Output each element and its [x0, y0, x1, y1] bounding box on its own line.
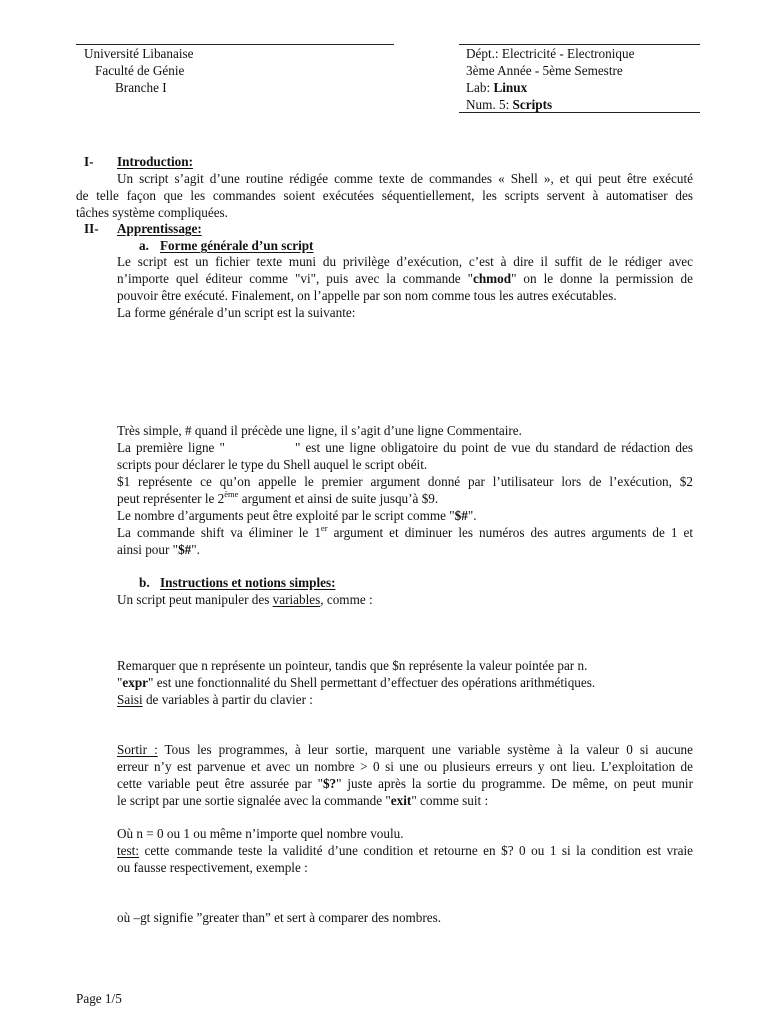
shift-pre: La commande shift va éliminer le 1 — [117, 525, 321, 540]
first-line-post: " est une ligne obligatoire du point de vue du standard de rédaction des — [294, 440, 693, 455]
section-2-title — [117, 220, 202, 237]
shell-declare-line: scripts pour déclarer le type du Shell auquel le script obéit. — [117, 457, 428, 472]
section-2-number: II- — [84, 221, 99, 236]
sortir-4-pre: le script par une sortie signalée avec la commande " — [117, 793, 391, 808]
header-rule-bottom — [459, 112, 700, 113]
test-word: test: — [117, 843, 139, 858]
expr-quote-open: " — [117, 675, 123, 690]
saisi-desc: de variables à partir du clavier : — [142, 692, 313, 707]
intro-line-2: de telle façon que les commandes soient exécutées séquentiellement, les scripts servent à automatiser des — [76, 188, 693, 203]
shift2-symbol: $# — [178, 542, 192, 557]
test-desc: cette commande teste la validité d’une condition et retourne en $? 0 ou 1 si la condition est vraie — [138, 843, 693, 858]
test-line-1 — [117, 842, 693, 859]
exit-status-symbol: $? — [322, 776, 337, 791]
args-line-2-post: argument et ainsi de suite jusqu’à $9. — [238, 491, 439, 506]
subsection-b-title-text: Instructions et notions simples: — [160, 575, 336, 590]
num-prefix: Num. 5: — [466, 97, 513, 112]
sortir-line-4 — [117, 792, 693, 809]
first-line-pre: La première ligne " — [117, 440, 225, 455]
intro-line-3: tâches système compliquées. — [76, 205, 228, 220]
year-semester: 3ème Année - 5ème Semestre — [466, 63, 623, 78]
chmod-keyword: chmod — [472, 271, 512, 286]
num-line — [466, 96, 706, 113]
university-block — [84, 45, 284, 96]
section-2-title-text: Apprentissage: — [117, 221, 202, 236]
section-1-number: I- — [84, 154, 94, 169]
sortir-3-pre: cette variable peut être assurée par " — [117, 776, 323, 791]
nargs-post: ". — [467, 508, 477, 523]
expr-desc: " est une fonctionnalité du Shell permettant d’effectuer des opérations arithmétiques. — [148, 675, 596, 690]
shift-line-1 — [117, 524, 693, 541]
variables-post: , comme : — [320, 592, 373, 607]
ordinal-er: er — [320, 522, 328, 533]
section-1-title-text: Introduction: — [117, 154, 193, 169]
shift-line-2 — [117, 541, 693, 558]
exit-keyword: exit — [390, 793, 412, 808]
shift-post: argument et diminuer les numéros des autres arguments de 1 et — [327, 525, 693, 540]
a-line-3: pouvoir être exécuté. Finalement, on l’appelle par son nom comme tous les autres exécutables. — [117, 288, 617, 303]
remark-pointer: Remarquer que n représente un pointeur, tandis que $n représente la valeur pointée par n. — [117, 658, 588, 673]
args-line-2 — [117, 490, 693, 507]
subsection-a-title — [160, 237, 313, 254]
gt-line: où –gt signifie ”greater than” et sert à comparer des nombres. — [117, 910, 442, 925]
lab-name: Linux — [493, 80, 528, 95]
sortir-word: Sortir : — [117, 742, 158, 757]
sortir-line-2: erreur n’y est parvenue et avec un nombre > 0 si une ou plusieurs erreurs y ont lieu. L’exploitation de — [117, 759, 693, 774]
sortir-3-post: " juste après la sortie du programme. De même, on peut munir — [336, 776, 693, 791]
nargs-symbol: $# — [454, 508, 468, 523]
nargs-line — [117, 507, 693, 524]
comment-line: Très simple, # quand il précède une ligne, il s’agit d’une ligne Commentaire. — [117, 423, 522, 438]
ordinal-eme: ème — [224, 488, 239, 499]
variables-intro — [117, 591, 693, 608]
university-name: Université Libanaise — [84, 46, 194, 61]
num-name: Scripts — [512, 97, 553, 112]
args-line-1: $1 représente ce qu’on appelle le premier argument donné par l’utilisateur lors de l’exécution, $2 — [117, 474, 693, 489]
faculty-name: Faculté de Génie — [95, 63, 185, 78]
sortir-line-3 — [117, 775, 693, 792]
sortir-line-1 — [117, 741, 693, 758]
variables-pre: Un script peut manipuler des — [117, 592, 273, 607]
intro-line-1: Un script s’agit d’une routine rédigée comme texte de commandes « Shell », et qui peut être exécuté — [117, 171, 693, 186]
sortir-4-post: " comme suit : — [411, 793, 489, 808]
sortir-text-1: Tous les programmes, à leur sortie, marquent une variable système à la valeur 0 si aucune — [157, 742, 694, 757]
shift2-pre: ainsi pour " — [117, 542, 179, 557]
a-line-2-post: " on le donne la permission de — [511, 271, 693, 286]
saisi-word: Saisi — [117, 692, 143, 707]
remark-expr — [117, 674, 693, 691]
lab-prefix: Lab: — [466, 80, 494, 95]
args-line-2-pre: peut représenter le 2 — [117, 491, 225, 506]
course-block — [466, 45, 706, 113]
department: Dépt.: Electricité - Electronique — [466, 46, 635, 61]
test-line-2: ou fausse respectivement, exemple : — [117, 860, 308, 875]
ou-line: Où n = 0 ou 1 ou même n’importe quel nombre voulu. — [117, 826, 404, 841]
lab-line — [466, 79, 706, 96]
saisi-line — [117, 691, 693, 708]
a-line-2 — [117, 270, 693, 287]
expr-keyword: expr — [122, 675, 149, 690]
shift2-post: ". — [191, 542, 200, 557]
first-line-desc — [117, 439, 693, 456]
a-line-2-pre: n’importe quel éditeur comme "vi", puis avec la commande " — [117, 271, 473, 286]
variables-word: variables — [272, 592, 321, 607]
subsection-b-title — [160, 574, 335, 591]
subsection-a-label: a. — [139, 238, 149, 253]
nargs-pre: Le nombre d’arguments peut être exploité par le script comme " — [117, 508, 455, 523]
subsection-b-label: b. — [139, 575, 150, 590]
section-1-title — [117, 153, 193, 170]
branch-name: Branche I — [115, 80, 167, 95]
a-line-4: La forme générale d’un script est la suivante: — [117, 305, 356, 320]
a-line-1: Le script est un fichier texte muni du privilège d’exécution, c’est à dire il suffit de le rédiger avec — [117, 254, 693, 269]
page-number: Page 1/5 — [76, 991, 122, 1006]
subsection-a-title-text: Forme générale d’un script — [160, 238, 314, 253]
